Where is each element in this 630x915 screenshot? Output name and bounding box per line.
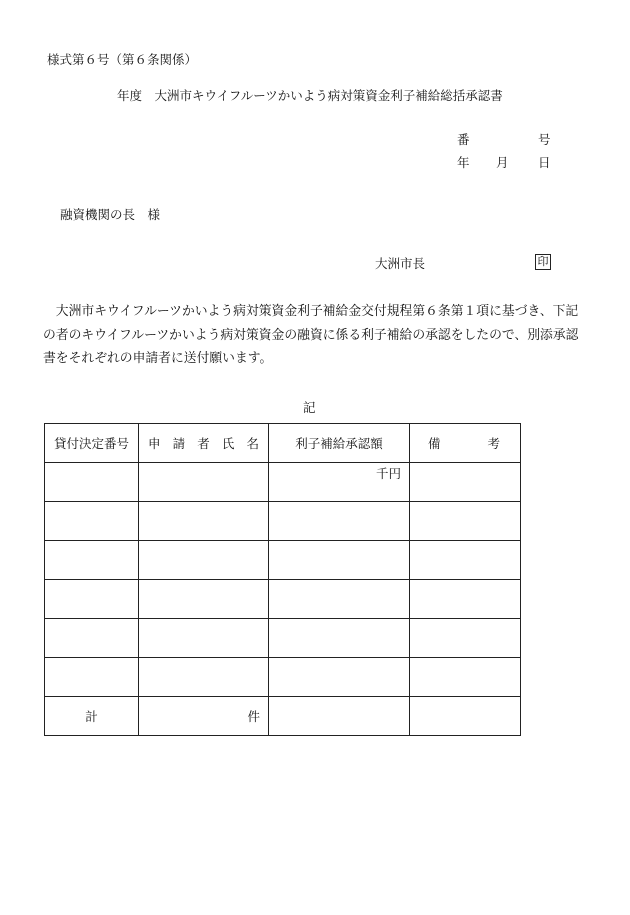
remarks-cell xyxy=(410,580,521,619)
date-year: 年 xyxy=(457,155,470,170)
applicant-name-cell xyxy=(139,619,269,658)
number-suffix: 号 xyxy=(538,132,551,147)
approved-amount-cell xyxy=(269,463,410,502)
table-row xyxy=(45,541,521,580)
header-loan-number: 貸付決定番号 xyxy=(45,424,139,463)
applicant-name-cell xyxy=(139,580,269,619)
header-remarks xyxy=(410,424,521,463)
header-applicant-name xyxy=(139,424,269,463)
loan-number-cell xyxy=(45,580,139,619)
loan-number-cell xyxy=(45,541,139,580)
table-header-row xyxy=(45,424,521,463)
remarks-cell xyxy=(410,463,521,502)
date-day: 日 xyxy=(538,155,551,170)
table-row xyxy=(45,502,521,541)
remarks-cell xyxy=(410,541,521,580)
total-row xyxy=(45,697,521,736)
number-label: 番 xyxy=(457,132,470,147)
applicant-name-cell xyxy=(139,658,269,697)
issuer-name: 大洲市長 xyxy=(375,256,426,271)
loan-number-cell xyxy=(45,463,139,502)
remarks-cell xyxy=(410,502,521,541)
document-title: 年度 大洲市キウイフルーツかいよう病対策資金利子補給総括承認書 xyxy=(117,88,503,103)
body-paragraph: 大洲市キウイフルーツかいよう病対策資金利子補給金交付規程第６条第１項に基づき、下記の者のキウイフルーツかいよう病対策資金の融資に係る利子補給の承認をしたので、別添承認書をそれぞれの申請者に送付願います。 xyxy=(43,304,579,366)
amount-unit-label: 千円 xyxy=(375,466,401,481)
loan-number-cell xyxy=(45,619,139,658)
total-remarks-cell xyxy=(410,697,521,736)
header-applicant-name-text: 申 請 者 氏 名 xyxy=(148,436,259,451)
header-approved-amount: 利子補給承認額 xyxy=(269,424,410,463)
addressee: 融資機関の長 様 xyxy=(60,207,161,222)
approval-table xyxy=(44,423,521,736)
approved-amount-cell xyxy=(269,658,410,697)
table-row xyxy=(45,619,521,658)
table-body xyxy=(45,463,521,697)
remarks-cell xyxy=(410,658,521,697)
table-row xyxy=(45,658,521,697)
approved-amount-cell xyxy=(269,541,410,580)
loan-number-cell xyxy=(45,658,139,697)
applicant-name-cell xyxy=(139,502,269,541)
seal-mark: 印 xyxy=(535,254,551,270)
loan-number-cell xyxy=(45,502,139,541)
approved-amount-cell xyxy=(269,502,410,541)
date-month: 月 xyxy=(496,155,509,170)
total-label: 計 xyxy=(45,697,139,736)
applicant-name-cell xyxy=(139,463,269,502)
remarks-cell xyxy=(410,619,521,658)
approved-amount-cell xyxy=(269,580,410,619)
approved-amount-cell xyxy=(269,619,410,658)
table-row xyxy=(45,580,521,619)
form-number-label: 様式第６号（第６条関係） xyxy=(47,52,198,67)
table-row xyxy=(45,463,521,502)
total-amount-cell xyxy=(269,697,410,736)
record-mark: 記 xyxy=(303,400,316,415)
header-remarks-text: 備 考 xyxy=(428,436,500,451)
applicant-name-cell xyxy=(139,541,269,580)
count-unit: 件 xyxy=(247,709,260,724)
total-count-cell xyxy=(139,697,269,736)
